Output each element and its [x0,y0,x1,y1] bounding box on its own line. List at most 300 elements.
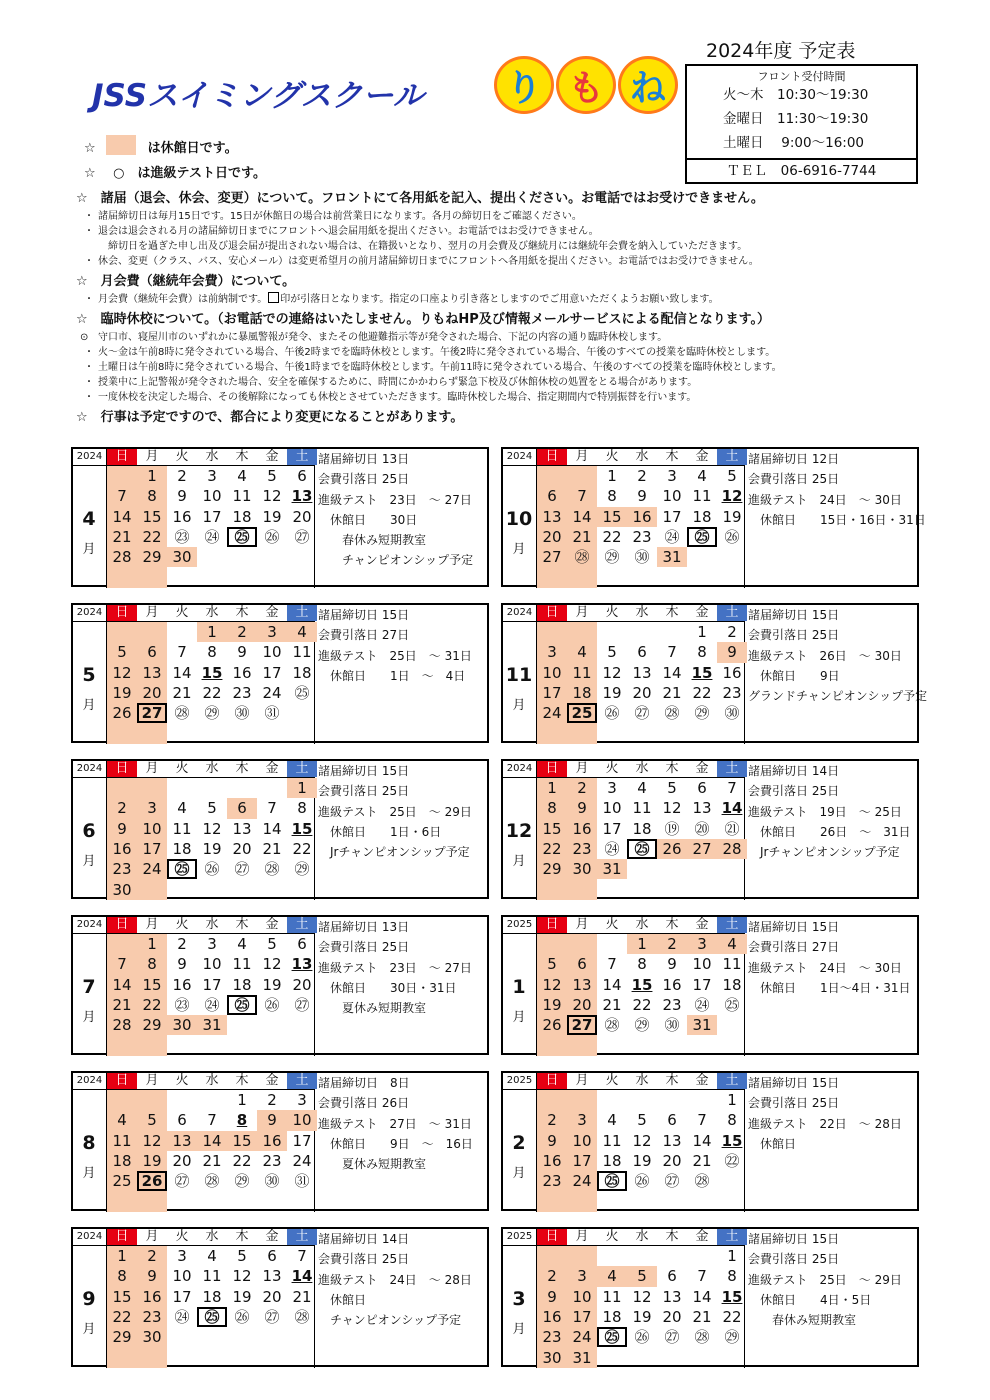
weekday-header [73,1073,315,1090]
month-info-line: 会費引落日 25日 [318,784,410,799]
month-info-line: 進級テスト 26日 ～ 30日 [748,648,902,663]
calendar-day: 19 [232,1287,252,1306]
calendar-day: 20 [662,1151,682,1170]
calendar-day: 20 [262,1287,282,1306]
weekday-label: 土 [717,605,747,621]
month-info-line: 会費引落日 25日 [748,472,840,487]
calendar-day: 15 [691,663,713,682]
calendar-day: 23 [112,860,132,879]
calendar-day: 7 [267,799,277,818]
month-number: 10 [505,508,533,530]
calendar-day: 11 [202,1267,222,1286]
day-grid [107,778,315,900]
month-suffix: 月 [512,1322,526,1337]
calendar-day: 25 [567,703,597,723]
weekday-label: 金 [265,917,279,932]
calendar-day: ㉖ [204,860,220,879]
calendar-day: 5 [607,643,617,662]
calendar-day: 3 [297,1091,307,1109]
calendar-day: ㉗ [294,527,310,546]
calendar-day: 12 [262,487,282,506]
calendar-day: 23 [632,527,652,546]
calendar-day: 3 [257,622,287,642]
calendar-day: 17 [142,839,162,858]
calendar-day: 14 [262,819,282,838]
month-suffix: 月 [512,1010,526,1025]
calendar-day: 27 [137,703,167,723]
calendar-day: ㉘ [664,704,680,723]
calendar-day: 4 [237,935,247,953]
calendar-day: 2 [547,1267,557,1286]
calendar-day: 16 [232,663,252,682]
calendar-day: 3 [667,467,677,485]
calendar-day: 15 [291,819,313,838]
calendar-day: 23 [542,1328,562,1347]
calendar-day: ㉛ [294,1172,310,1191]
calendar-year: 2024 [73,1073,107,1089]
month-info-line: 諸届締切日 12日 [748,452,840,466]
calendar-day: 20 [632,683,652,702]
notes-item: ・ 授業中に上記警報が発令された場合、安全を確保するために、時間にかかわらず緊急下校及び休館休校の処置をとる場合があります。 [76,375,926,390]
month-info-line: チャンピオンシップ予定 [318,553,474,568]
calendar-day: 12 [262,955,282,974]
calendar-day: 5 [637,1111,647,1130]
weekday-label: 金 [265,1073,279,1088]
calendar-day: 9 [117,819,127,838]
calendar-day: 28 [112,1016,132,1035]
calendar-day: 10 [602,799,622,818]
weekday-label: 金 [265,449,279,464]
calendar-day: 10 [692,955,712,974]
weekday-label: 土 [287,917,317,933]
weekday-label: 日 [537,449,567,465]
calendar-day: 17 [262,663,282,682]
hours-saturday: 土曜日 9:00～16:00 [723,135,865,151]
weekday-label: 水 [205,761,219,776]
month-suffix: 月 [82,854,96,869]
calendar-day: ㉕ [167,859,197,879]
weekday-label: 土 [717,917,747,933]
calendar-day: 9 [177,955,187,974]
calendar-day: 21 [662,683,682,702]
calendar-day: 21 [692,1151,712,1170]
weekday-label: 火 [175,1229,189,1244]
calendar-day: 13 [542,507,562,526]
calendar-day: 9 [257,1110,287,1130]
calendar-day: 6 [637,643,647,662]
calendar-day: ㉗ [664,1172,680,1191]
calendar-day: 4 [697,467,707,485]
weekday-label: 日 [107,605,137,621]
month-number: 8 [82,1132,96,1154]
calendar-day: ㉘ [574,548,590,567]
calendar-day: 20 [292,507,312,526]
calendar-day: 9 [667,955,677,974]
calendar-day: 24 [572,1172,592,1191]
calendar-day: ㉘ [694,1172,710,1191]
calendar-day: 22 [602,527,622,546]
calendar-day: ㉘ [204,1172,220,1191]
month-info-line: 進級テスト 23日 ～ 27日 [318,492,472,507]
calendar-day: 14 [112,507,132,526]
calendar-day: 8 [727,1111,737,1130]
weekday-label: 火 [175,761,189,776]
calendar-day: 1 [197,622,227,642]
debit-mark-icon [268,292,279,303]
notes-continuation: 締切日を過ぎた申し出及び退会届が提出されない場合は、在籍扱いとなり、翌月の月会費及び継続月には継続年会費を納入していただきます。 [108,241,748,252]
calendar-day: 6 [227,798,257,818]
weekday-label: 水 [205,1073,219,1088]
calendar-day: ㉕ [294,683,310,702]
calendar-day: 9 [237,643,247,662]
calendar-day: 8 [297,799,307,818]
calendar-day: 22 [202,683,222,702]
weekday-label: 月 [145,761,159,776]
calendar-day: 1 [547,779,557,797]
weekday-label: 火 [605,1229,619,1244]
month-info-line: 進級テスト 25日 ～ 29日 [748,1272,902,1287]
weekday-header [503,917,745,934]
weekday-label: 金 [695,761,709,776]
calendar-day: 5 [627,1266,657,1286]
telephone-number: ＴＥＬ 06-6916-7744 [687,158,916,182]
calendar-day: 20 [172,1151,192,1170]
calendar-year: 2024 [73,449,107,465]
calendar-day: 2 [577,779,587,797]
calendar-day: 24 [292,1151,312,1170]
weekday-label: 木 [665,1073,679,1088]
calendar-day: 7 [117,487,127,506]
calendar-day: 27 [687,839,717,859]
calendar-day: ㉙ [634,1016,650,1035]
weekday-label: 月 [145,917,159,932]
month-info-line: 諸届締切日 14日 [318,1232,410,1246]
calendar-day: 17 [572,1151,592,1170]
calendar-day: 19 [142,1151,162,1170]
month-info-line: 進級テスト 27日 ～ 31日 [318,1116,472,1131]
calendar-day: 11 [232,955,252,974]
calendar-day: 4 [117,1111,127,1130]
calendar-day: 12 [142,1131,162,1150]
calendar-day: 24 [542,704,562,723]
month-info-line: 会費引落日 25日 [318,940,410,955]
month-suffix: 月 [82,1322,96,1337]
calendar-day: 19 [262,507,282,526]
calendar-day: 18 [722,975,742,994]
calendar-day: 27 [542,548,562,567]
calendar-day: 12 [632,1287,652,1306]
weekday-label: 金 [695,449,709,464]
calendar-day: ㉖ [604,704,620,723]
calendar-day: 14 [172,663,192,682]
calendar-day: 16 [627,507,657,527]
calendar-day: 8 [147,487,157,506]
weekday-label: 日 [107,1073,137,1089]
calendar-day: ㉖ [634,1328,650,1347]
month-number: 1 [512,976,526,998]
month-info-line: 休館日 1日～4日・31日 [748,980,911,995]
weekday-label: 土 [287,1073,317,1089]
calendar-day: 13 [262,1267,282,1286]
calendar-day: 2 [637,467,647,485]
calendar-day: 17 [202,975,222,994]
weekday-label: 土 [717,1229,747,1245]
weekday-label: 火 [605,605,619,620]
calendar-day: 6 [147,643,157,662]
calendar-day: 31 [687,1015,717,1035]
calendar-day: 17 [172,1287,192,1306]
notes-heading: ☆ 臨時休校について。（お電話での連絡はいたしません。りもねHP及び情報メールサービスによる配信となります。） [76,312,771,327]
calendar-day: 5 [267,935,277,953]
calendar-day: 14 [572,507,592,526]
calendar-day: 2 [547,1111,557,1130]
calendar-day: 8 [547,799,557,818]
month-info [318,1073,490,1174]
weekday-label: 土 [717,761,747,777]
month-info-line: 春休み短期教室 [318,533,427,548]
calendar-day: ㉘ [174,704,190,723]
calendar-day: 6 [297,935,307,953]
weekday-label: 月 [575,1229,589,1244]
weekday-label: 水 [635,605,649,620]
month-number: 11 [505,664,533,686]
month-info-line: 会費引落日 25日 [748,628,840,643]
calendar-day: 12 [202,819,222,838]
calendar-day: 11 [232,487,252,506]
calendar-day: 13 [662,1287,682,1306]
calendar-day: ㉔ [204,527,220,546]
month-info-line: 夏休み短期教室 [318,1157,427,1172]
weekday-label: 日 [107,1229,137,1245]
calendar-day: 10 [542,663,562,682]
calendar-day: ㉔ [204,995,220,1014]
calendar-day: ㉙ [694,704,710,723]
month-info-line: 休館日 4日・5日 [748,1292,872,1307]
calendar-year: 2024 [73,1229,107,1245]
calendar-year: 2024 [503,449,537,465]
calendar-day: 10 [142,819,162,838]
calendar-day: 11 [692,487,712,506]
calendar-day: ㉖ [634,1172,650,1191]
calendar-day: 9 [717,642,747,662]
calendar-year: 2024 [503,605,537,621]
calendar-day: 3 [687,934,717,954]
calendar-day: 22 [232,1151,252,1170]
month-info-line: 諸届締切日 14日 [748,764,840,778]
calendar-day: ㉙ [724,1328,740,1347]
calendar-day: 23 [662,995,682,1014]
calendar-day: ㉚ [264,1172,280,1191]
calendar-day: 17 [602,819,622,838]
month-info-line: 進級テスト 25日 ～ 29日 [318,804,472,819]
month-suffix: 月 [82,542,96,557]
calendar-day: 29 [542,860,562,879]
calendar-day: ㉚ [634,548,650,567]
calendar-day: 18 [232,507,252,526]
calendar-day: ⑳ [694,819,710,838]
calendar-day: 19 [202,839,222,858]
calendar-day: 7 [697,1111,707,1130]
weekday-label: 木 [665,605,679,620]
calendar-day: ㉚ [234,704,250,723]
calendar-day: 2 [657,934,687,954]
calendar-day: 21 [262,839,282,858]
calendar-day: 8 [727,1267,737,1286]
front-desk-hours-box [685,64,918,184]
weekday-label: 日 [107,917,137,933]
calendar-day: 28 [717,839,747,859]
calendar-day: 3 [607,779,617,797]
calendar-day: 11 [572,663,592,682]
calendar-day: 16 [722,663,742,682]
calendar-day: 2 [267,1091,277,1109]
weekday-label: 木 [235,1073,249,1088]
calendar-day: 29 [142,548,162,567]
calendar-day: 14 [692,1131,712,1150]
calendar-day: 21 [602,995,622,1014]
weekday-label: 火 [605,761,619,776]
weekday-label: 金 [695,605,709,620]
calendar-day: 16 [257,1131,287,1151]
calendar-day: 1 [727,1091,737,1109]
calendar-year: 2024 [73,917,107,933]
calendar-day: 19 [722,507,742,526]
calendar-day: 16 [172,975,192,994]
day-grid [537,778,745,900]
calendar-day: ㉚ [664,1016,680,1035]
calendar-day: 5 [237,1247,247,1265]
calendar-day: 22 [722,1307,742,1326]
calendar-day: 24 [142,860,162,879]
weekday-label: 月 [145,1229,159,1244]
weekday-label: 水 [205,449,219,464]
calendar-day: ㉘ [264,860,280,879]
day-grid [537,1090,745,1212]
month-label [73,466,107,588]
calendar-day: ㉚ [724,704,740,723]
calendar-day: 1 [287,778,317,798]
calendar-day: 30 [542,1348,562,1367]
calendar-day: 10 [572,1287,592,1306]
month-info-line: 休館日 9日 [748,668,840,683]
month-calendar-4 [71,447,489,587]
calendar-day: 17 [692,975,712,994]
month-info-line: 進級テスト 24日 ～ 30日 [748,960,902,975]
calendar-day: 5 [547,955,557,974]
month-info-line: 諸届締切日 15日 [748,1232,840,1246]
calendar-day: 9 [637,487,647,506]
month-info-line: Jrチャンピオンシップ予定 [748,845,900,860]
calendar-day: 12 [721,487,743,506]
calendar-day: 12 [112,663,132,682]
calendar-day: ㉒ [724,1151,740,1170]
calendar-day: 31 [597,859,627,879]
month-info-line: 休館日 15日・16日・31日 [748,512,926,527]
school-logo-text: JSSスイミングスクール [92,78,424,114]
month-label [503,1090,537,1212]
calendar-day: ㉖ [234,1307,250,1326]
calendar-day: 4 [287,622,317,642]
calendar-day: 4 [177,799,187,818]
month-label [73,778,107,900]
calendar-day: 6 [697,779,707,797]
month-info-line: 会費引落日 25日 [748,784,840,799]
weekday-label: 木 [665,449,679,464]
month-info-line: 進級テスト 25日 ～ 31日 [318,648,472,663]
month-info [318,761,490,862]
calendar-day: 11 [602,1131,622,1150]
month-info-line: 休館日 30日 [318,512,418,527]
logo-bubble-ne: ね [618,56,678,114]
calendar-day: ㉕ [227,527,257,547]
calendar-day: 21 [202,1151,222,1170]
calendar-day: 4 [607,1111,617,1130]
month-label [73,1246,107,1368]
calendar-day: 17 [542,683,562,702]
calendar-day: ㉗ [634,704,650,723]
calendar-day: ㉔ [174,1307,190,1326]
calendar-day: 5 [267,467,277,485]
calendar-day: ㉘ [694,1328,710,1347]
weekday-header [503,761,745,778]
month-info-line: 会費引落日 25日 [318,1252,410,1267]
legend-test-day: ☆ ○ は進級テスト日です。 [84,166,266,181]
calendar-day: 5 [727,467,737,485]
month-info-line: 休館日 1日・6日 [318,824,442,839]
weekday-label: 金 [695,917,709,932]
calendar-day: 19 [632,1151,652,1170]
calendar-day: 5 [667,779,677,797]
calendar-day: 6 [577,955,587,974]
calendar-day: ㉘ [294,1307,310,1326]
calendar-day: 5 [207,799,217,818]
calendar-day: 1 [237,1091,247,1109]
calendar-day: 2 [227,622,257,642]
weekday-label: 月 [575,1073,589,1088]
calendar-day: 23 [722,683,742,702]
weekday-label: 月 [575,605,589,620]
weekday-label: 水 [205,605,219,620]
month-label [503,1246,537,1368]
calendar-day: 13 [572,975,592,994]
calendar-day: 12 [542,975,562,994]
day-grid [537,466,745,588]
calendar-day: 20 [572,995,592,1014]
calendar-year: 2025 [503,1229,537,1245]
weekday-header [73,605,315,622]
calendar-day: 27 [567,1015,597,1035]
calendar-day: 31 [572,1348,592,1367]
calendar-day: 18 [602,1151,622,1170]
month-info [318,1229,490,1330]
day-grid [107,466,315,588]
month-number: 5 [82,664,96,686]
month-info-line: 諸届締切日 8日 [318,1076,410,1090]
month-info-line: 夏休み短期教室 [318,1001,427,1016]
month-info-line: 休館日 [748,1136,797,1151]
calendar-day: 10 [287,1110,317,1130]
calendar-day: 28 [112,548,132,567]
month-info-line: 休館日 [318,1292,367,1307]
calendar-day: 1 [147,467,157,485]
notes-item: ・ 月会費（継続年会費）は前納制です。 印が引落日となります。指定の口座より引き落としますのでご用意いただくようお願い致します。 [76,292,926,307]
calendar-day: 23 [572,839,592,858]
calendar-day: 7 [697,1267,707,1286]
weekday-label: 月 [145,605,159,620]
calendar-day: 17 [662,507,682,526]
calendar-day: ㉓ [174,527,190,546]
weekday-label: 水 [635,917,649,932]
